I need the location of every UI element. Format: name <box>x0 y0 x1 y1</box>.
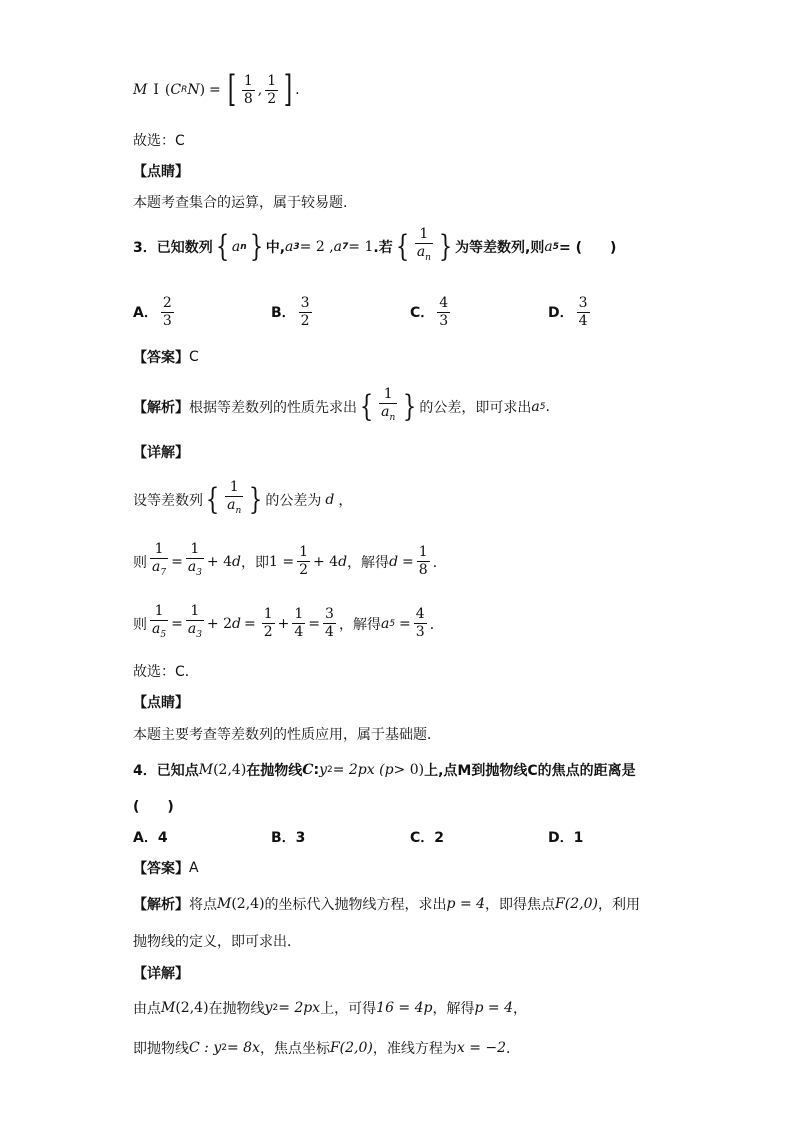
q4-option-c[interactable]: C．2 <box>410 830 445 846</box>
question-4: 4．已知点 M (2,4) 在抛物线 C : y 2 = 2px ( p > 0) 上,点M到抛物线C的焦点的距离是 <box>133 762 636 779</box>
q3-detail-label: 【详解】 <box>133 445 189 461</box>
q3-detail-1: 设等差数列 { $\frac{1}{a_n}$ } 的公差为 d ， <box>133 479 352 520</box>
q3-option-b[interactable]: B． $\frac{3}{2}$ <box>271 294 310 329</box>
q3-comment: 本题主要考查等差数列的性质应用，属于基础题． <box>133 727 441 743</box>
q3-option-a[interactable]: A． $\frac{2}{3}$ <box>133 294 172 329</box>
q3-options <box>133 292 653 332</box>
q4-option-b[interactable]: B．3 <box>271 830 306 846</box>
q4-paren: ( ) <box>133 799 174 815</box>
q4-analysis: 【解析】 将点 M (2,4) 的坐标代入抛物线方程，求出 p = 4 ，即得焦点 F(2,0) ，利用 <box>133 896 640 913</box>
q3-detail-3: 则 $\frac{1}{a_5}$ = $\frac{1}{a_3}$ + 2 d = $\frac{1}{2}$ + $\frac{1}{4}$ = $\frac{3}{4}$ ，解得 a 5 = $\frac{4}{3}$ ． <box>133 603 444 644</box>
question-3: 3．已知数列 { a n } 中, a 3 = 2 , a 7 = 1 .若 { $\frac{1}{a_n}$ } 为等差数列,则 a 5 = ( ) <box>133 226 616 267</box>
q3-comment-label: 【点睛】 <box>133 695 189 711</box>
complement-C: C <box>170 82 182 98</box>
fraction-1-2: $\frac{1}{2}$ <box>267 72 277 107</box>
q4-detail-label: 【详解】 <box>133 966 189 982</box>
set-M: M <box>133 82 148 98</box>
q3-detail-2: 则 $\frac{1}{a_7}$ = $\frac{1}{a_3}$ + 4 d ，即 1 = $\frac{1}{2}$ + 4 d ，解得 d = $\frac{1}{8}$ ． <box>133 541 447 582</box>
q4-option-d[interactable]: D．1 <box>548 830 584 846</box>
fraction-1-an: $\frac{1}{a_n}$ <box>415 226 433 267</box>
fraction-1-8: $\frac{1}{8}$ <box>243 72 253 107</box>
q4-detail-1: 由点 M (2,4) 在抛物线 y 2 = 2px 上，可得 16 = 4p ，解得 p = 4 ， <box>133 1000 527 1017</box>
cap-symbol: I <box>153 82 159 98</box>
q4-options <box>133 827 653 847</box>
q3-option-c[interactable]: C． $\frac{4}{3}$ <box>410 294 449 329</box>
comment-label-1: 【点睛】 <box>133 164 189 180</box>
q3-analysis: 【解析】 根据等差数列的性质先求出 { $\frac{1}{a_n}$ } 的公差，即可求出 a 5 . <box>133 386 550 427</box>
q4-detail-2: 即抛物线 C : y 2 = 8x ，焦点坐标 F(2,0) ，准线方程为 x = −2 ． <box>133 1040 521 1057</box>
q3-option-d[interactable]: D． $\frac{3}{4}$ <box>548 294 588 329</box>
set-N: N <box>187 82 200 98</box>
comment-text-1: 本题考查集合的运算，属于较易题. <box>133 195 348 211</box>
top-formula: M I ( C R N ) = [ $\frac{1}{8}$ , $\frac{1}{2}$ ] . <box>133 69 300 110</box>
q4-analysis-line-2: 抛物线的定义，即可求出． <box>133 934 301 950</box>
q4-option-a[interactable]: A．4 <box>133 830 168 846</box>
q4-answer: 【答案】 A <box>133 860 199 877</box>
q3-answer: 【答案】 C <box>133 349 199 366</box>
q3-choose: 故选：C． <box>133 664 199 680</box>
choose-line-1: 故选：C <box>133 133 185 149</box>
